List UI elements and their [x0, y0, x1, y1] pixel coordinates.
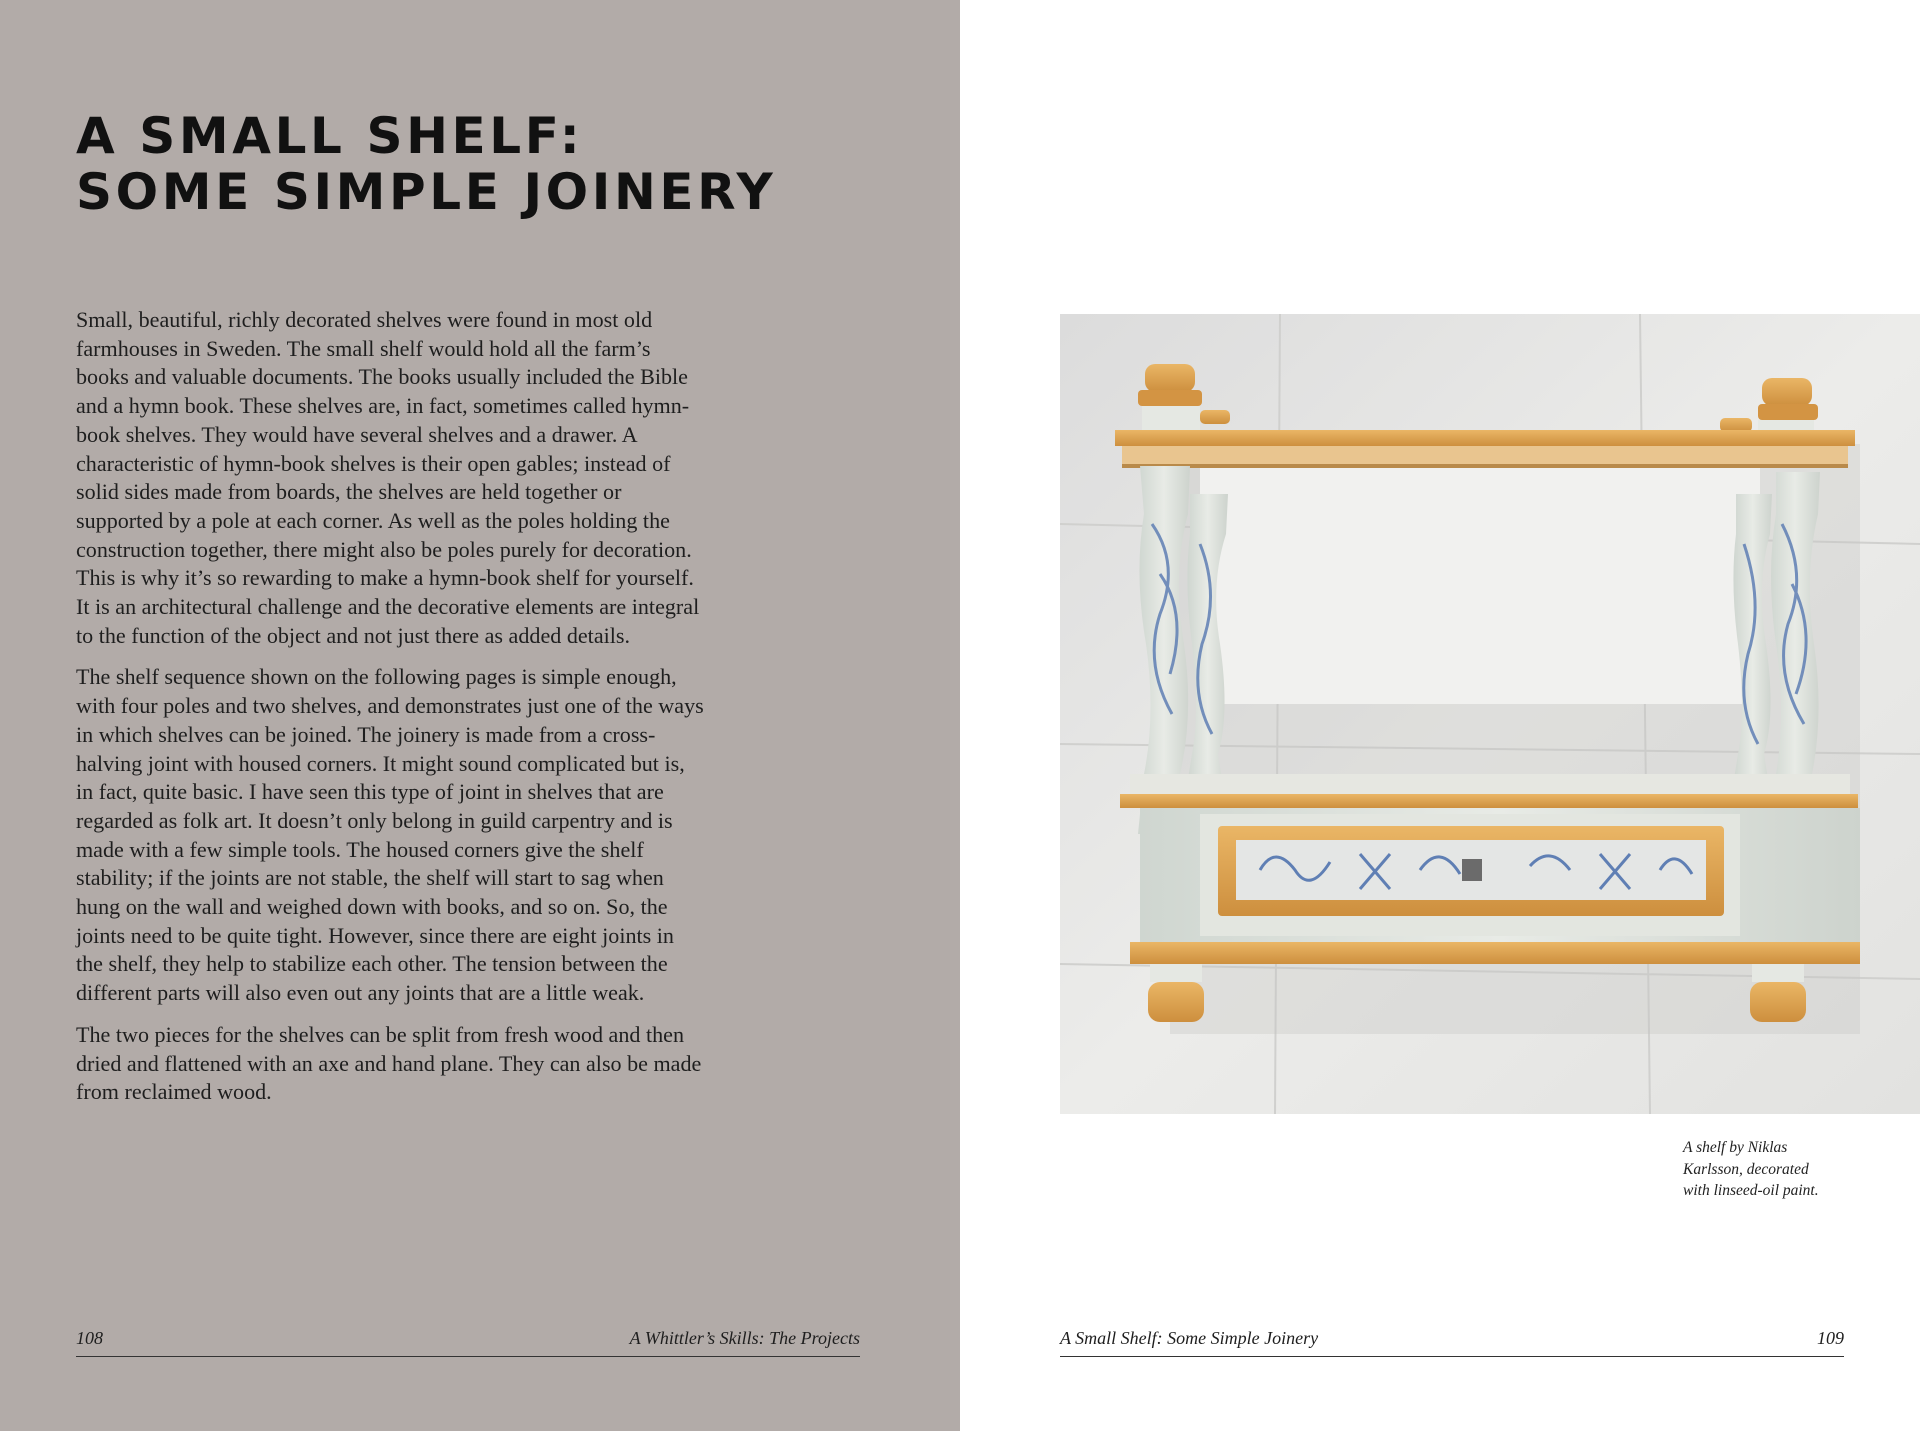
shelf-photo	[1060, 314, 1920, 1114]
body-text	[76, 306, 706, 1120]
caption-line-3: with linseed-oil paint.	[1683, 1182, 1819, 1199]
left-page-footer	[76, 1326, 860, 1357]
right-page-footer	[1060, 1326, 1844, 1357]
paragraph: The shelf sequence shown on the following pages is simple enough, with four poles and two shelves, and demonstrates just one of the ways in which shelves can be joined. The joinery is made from a cross-halving joint with housed corners. It might sound complicated but is, in fact, quite basic. I have seen this type of joint in shelves that are regarded as folk art. It doesn’t only belong in guild carpentry and is made with a few simple tools. The housed corners give the shelf stability; if the joints are not stable, the shelf will start to sag when hung on the wall and weighed down with books, and so on. So, the joints need to be quite tight. However, since there are eight joints in the shelf, they help to stabilize each other. The tension between the different parts will also even out any joints that are a little weak.	[76, 664, 704, 1006]
caption-line-2: Karlsson, decorated	[1683, 1160, 1809, 1178]
chapter-title-line-1: A SMALL SHELF:	[76, 107, 584, 165]
caption-line-1: A shelf by Niklas	[1683, 1139, 1788, 1156]
chapter-title	[76, 108, 776, 220]
photo-caption	[1683, 1137, 1853, 1202]
paragraph: The two pieces for the shelves can be split from fresh wood and then dried and flattened with an axe and hand plane. They can also be made from reclaimed wood.	[76, 1021, 702, 1105]
paragraph: Small, beautiful, richly decorated shelves were found in most old farmhouses in Sweden. The small shelf would hold all the farm’s books and valuable documents. The books usually included the Bible and a hymn book. These shelves are, in fact, sometimes called hymn-book shelves. They would have several shelves and a drawer. A characteristic of hymn-book shelves is their open gables; instead of solid sides made from boards, the shelves are held together or supported by a pole at each corner. As well as the poles holding the construction together, there might also be poles purely for decoration. This is why it’s so rewarding to make a hymn-book shelf for yourself. It is an architectural challenge and the decorative elements are integral to the function of the object and not just there as added details.	[76, 307, 700, 648]
page-number-left: 108	[76, 1328, 103, 1348]
page-number-right: 109	[1817, 1328, 1844, 1348]
chapter-title-line-2: SOME SIMPLE JOINERY	[76, 163, 777, 221]
running-head-left: A Whittler’s Skills: The Projects	[629, 1328, 860, 1348]
running-head-right: A Small Shelf: Some Simple Joinery	[1060, 1328, 1319, 1348]
